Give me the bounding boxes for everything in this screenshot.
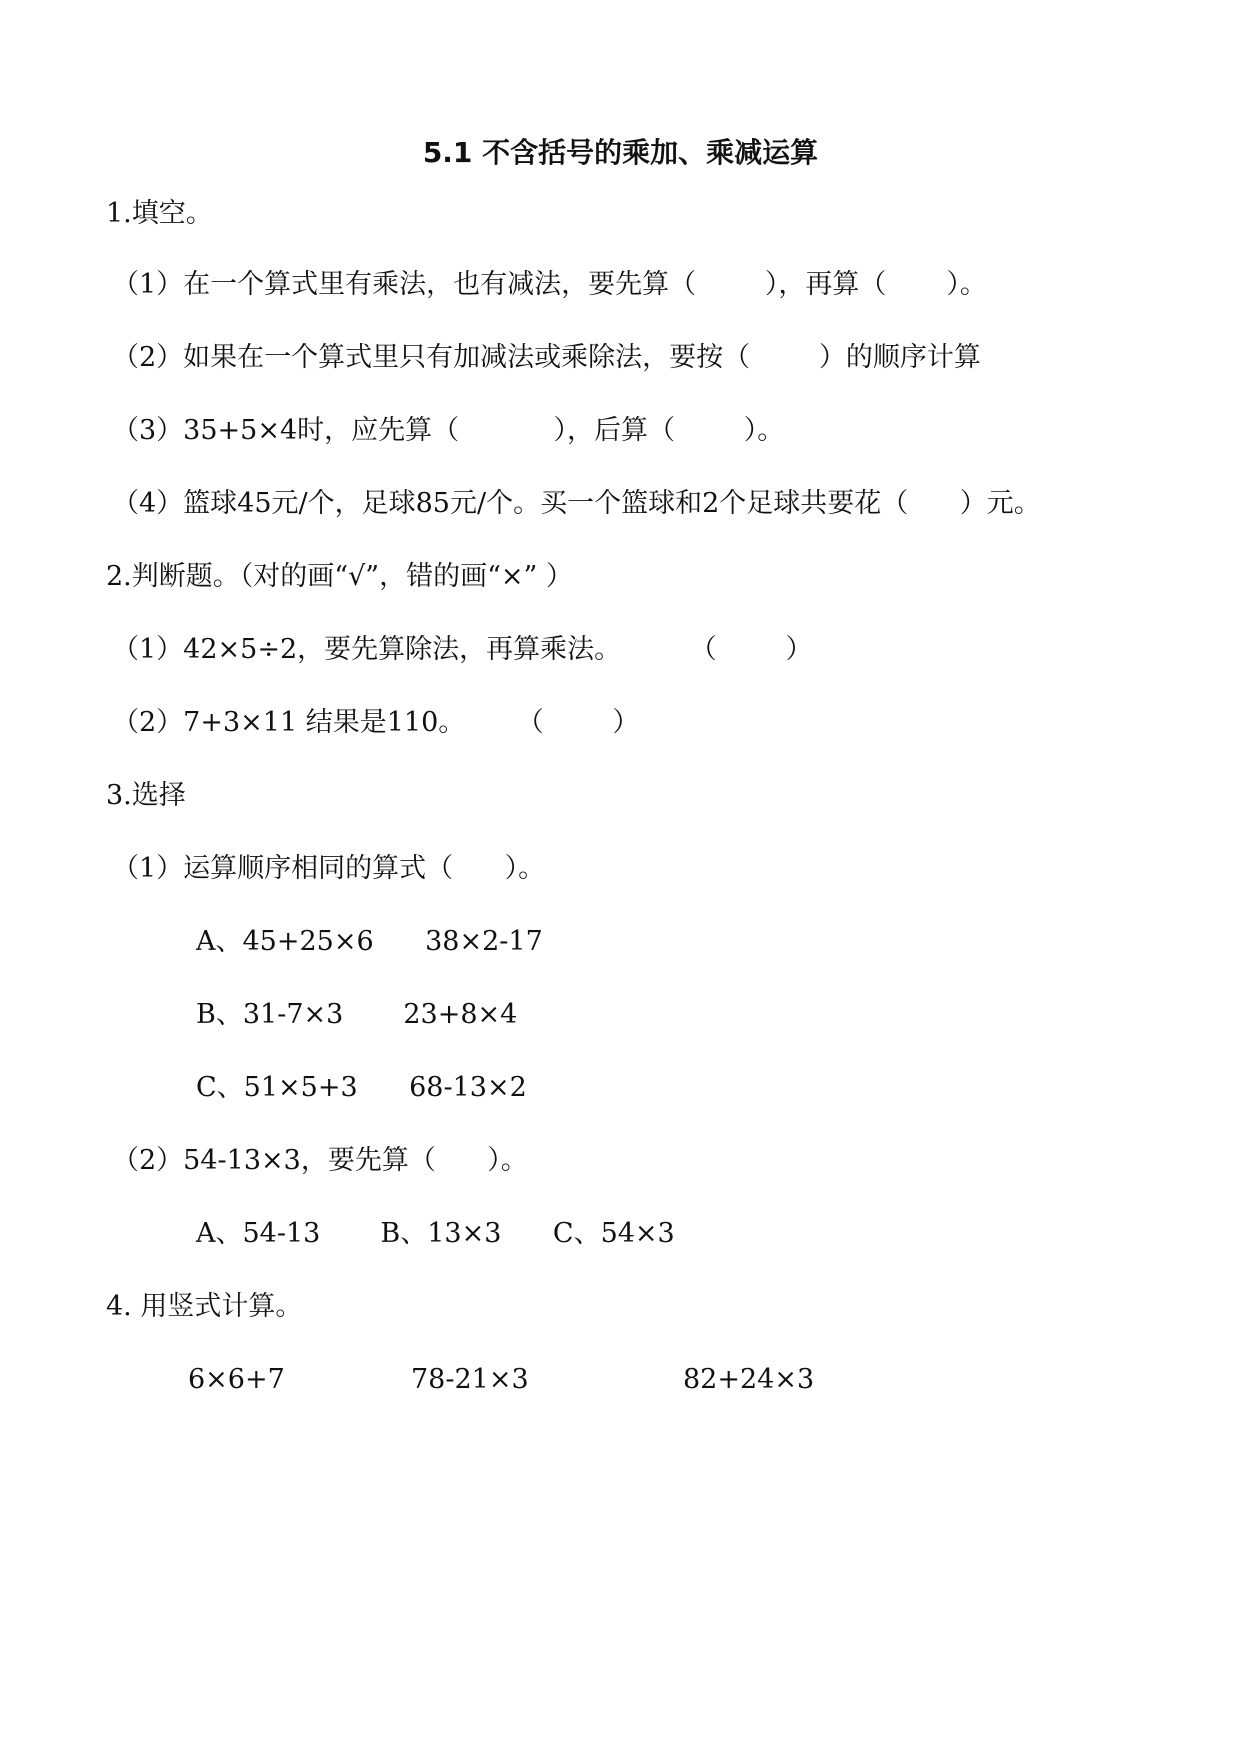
- question-3-heading: 3.选择: [106, 780, 186, 811]
- page-title: 5.1 不含括号的乘加、乘减运算: [422, 136, 819, 169]
- question-1-item-3: （3）35+5×4时，应先算（ ），后算（ ）。: [112, 415, 785, 446]
- question-2-heading: 2.判断题。（对的画“√”，错的画“×” ）: [106, 561, 573, 592]
- question-1-item-4: （4）篮球45元/个，足球85元/个。买一个篮球和2个足球共要花（ ）元。: [112, 488, 1041, 519]
- question-2-item-1: （1）42×5÷2，要先算除法，再算乘法。 （ ）: [112, 634, 813, 665]
- question-3-sub-1-option-c: C、51×5+3 68-13×2: [196, 1072, 527, 1103]
- expression-1: 6×6+7: [188, 1364, 285, 1395]
- expression-3: 82+24×3: [683, 1364, 815, 1395]
- question-1-item-2: （2）如果在一个算式里只有加减法或乘除法，要按（ ）的顺序计算: [112, 342, 981, 373]
- question-3-sub-2-options: A、54-13 B、13×3 C、54×3: [196, 1218, 675, 1249]
- question-1-heading: 1.填空。: [106, 198, 213, 229]
- question-2-item-2: （2）7+3×11 结果是110。 （ ）: [112, 707, 640, 738]
- question-3-sub-2: （2）54-13×3，要先算（ ）。: [112, 1145, 528, 1176]
- question-4-heading: 4. 用竖式计算。: [106, 1291, 303, 1322]
- question-3-sub-1-option-a: A、45+25×6 38×2-17: [196, 926, 543, 957]
- question-3-sub-1: （1）运算顺序相同的算式（ ）。: [112, 853, 546, 884]
- question-3-sub-1-option-b: B、31-7×3 23+8×4: [196, 999, 518, 1030]
- expression-2: 78-21×3: [411, 1364, 529, 1395]
- question-1-item-1: （1）在一个算式里有乘法，也有减法，要先算（ ），再算（ ）。: [112, 269, 987, 300]
